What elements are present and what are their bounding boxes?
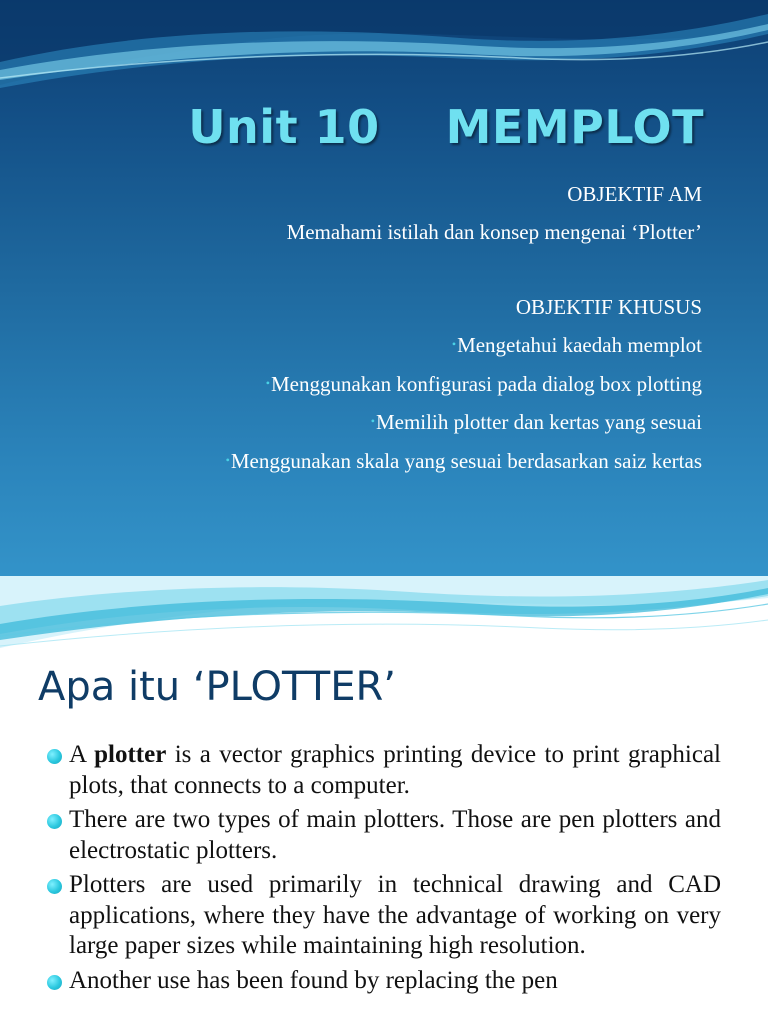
- header-wave-decoration: [0, 576, 768, 668]
- general-objective-text: Memahami istilah dan konsep mengenai ‘Plotter’: [286, 219, 702, 244]
- list-item: Plotters are used primarily in technical drawing and CAD applications, where they have the advantage of working on very large paper sizes while maintaining high resolution.: [44, 870, 721, 962]
- bullet-icon: [47, 814, 62, 829]
- bullet-icon: •: [225, 452, 230, 467]
- specific-objective-item: •Mengetahui kaedah memplot: [451, 333, 702, 357]
- header-wave-decoration: [0, 0, 768, 110]
- list-item: A plotter is a vector graphics printing device to print graphical plots, that connects to a computer.: [44, 740, 721, 801]
- slide-title: Apa itu ‘PLOTTER’: [38, 664, 396, 710]
- bullet-icon: •: [265, 375, 270, 390]
- slide-2: [0, 576, 768, 1024]
- bullet-icon: [47, 975, 62, 990]
- specific-objective-item: •Menggunakan skala yang sesuai berdasarkan saiz kertas: [225, 448, 702, 473]
- specific-objective-item: •Memilih plotter dan kertas yang sesuai: [370, 410, 702, 434]
- specific-objective-heading: OBJEKTIF KHUSUS: [515, 294, 702, 319]
- specific-objective-item: •Menggunakan konfigurasi pada dialog box plotting: [265, 371, 702, 396]
- bullet-icon: [47, 879, 62, 894]
- list-item: There are two types of main plotters. Those are pen plotters and electrostatic plotters.: [44, 805, 721, 866]
- bullet-icon: [47, 749, 62, 764]
- objectives-list: [22, 176, 702, 480]
- slide-title: Unit 10 MEMPLOT: [188, 100, 704, 154]
- general-objective-heading: OBJEKTIF AM: [567, 182, 702, 206]
- bullet-icon: •: [370, 414, 375, 428]
- spacer: [22, 251, 702, 289]
- content-list: [44, 740, 721, 1000]
- bullet-icon: •: [451, 337, 457, 351]
- list-item: Another use has been found by replacing the pen: [44, 966, 721, 997]
